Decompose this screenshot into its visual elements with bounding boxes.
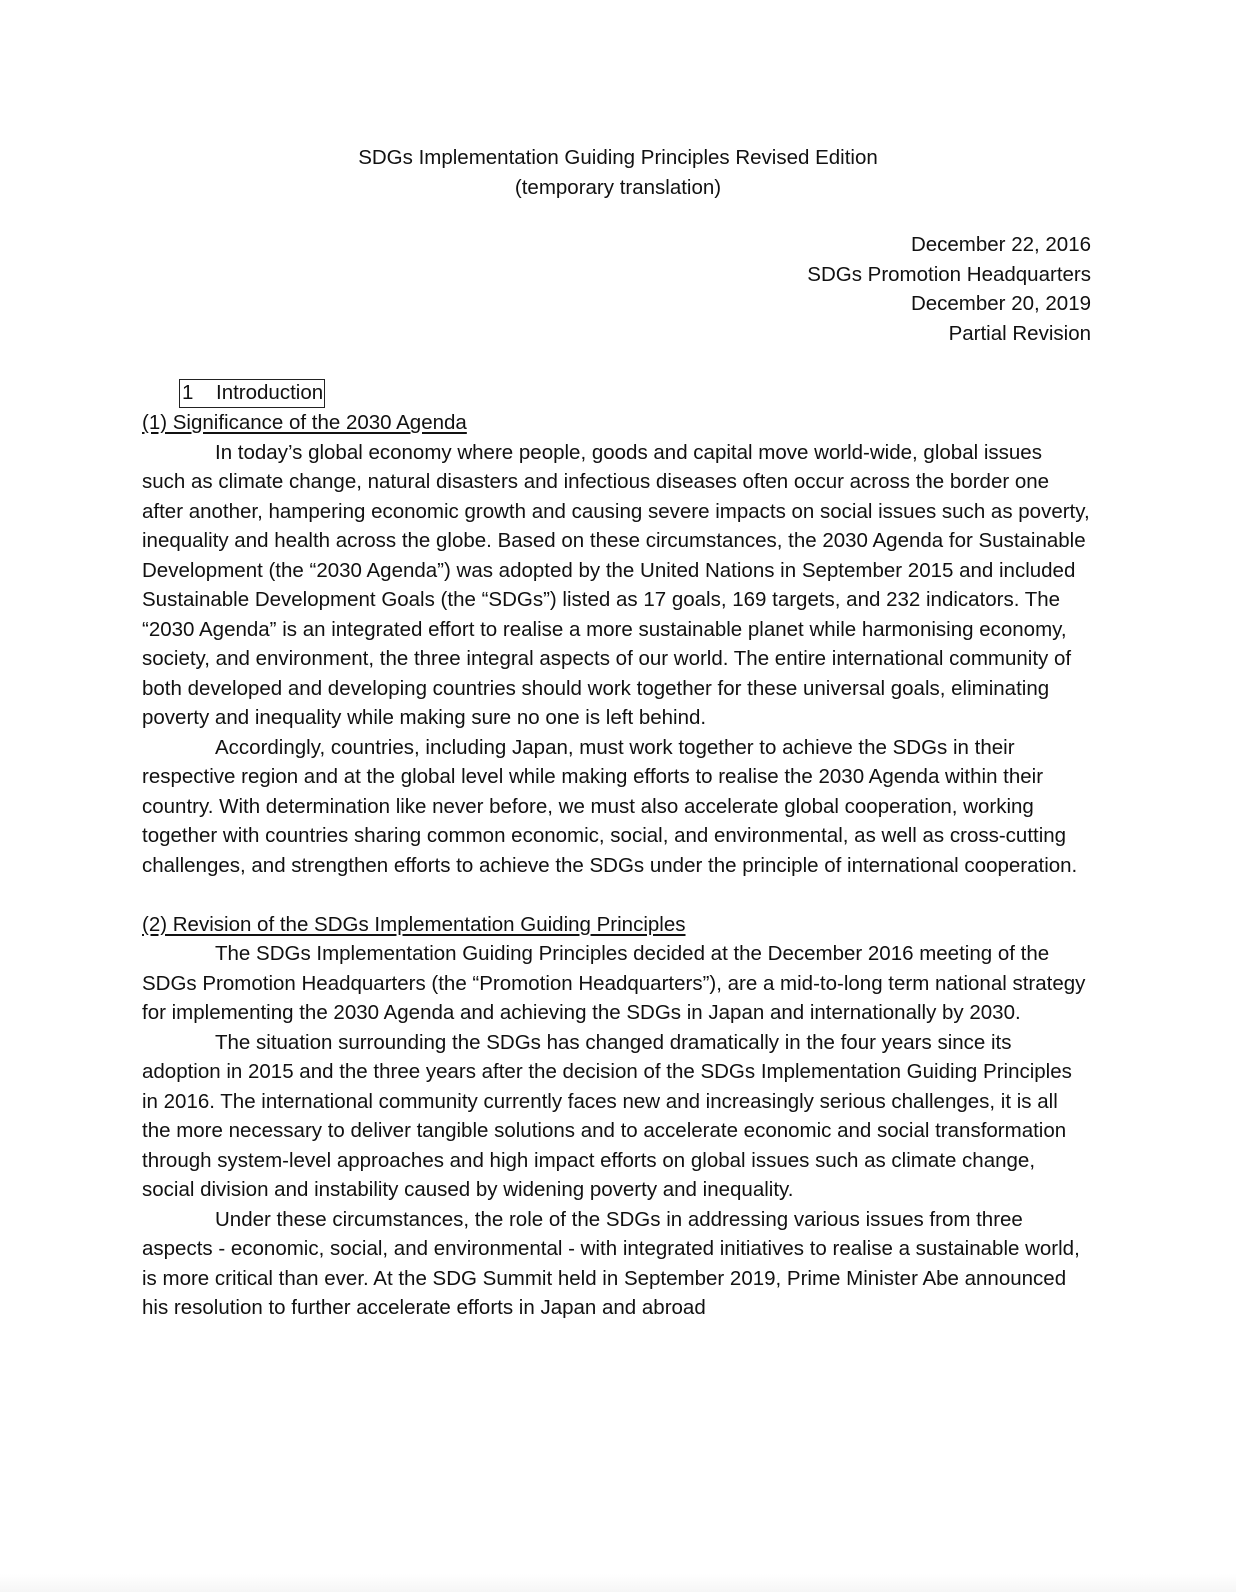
revision-date: December 20, 2019 (910, 292, 1091, 315)
paragraph: The SDGs Implementation Guiding Principles decided at the December 2016 meeting of the SDGs Promotion Headquarters (the “Promotion Headquarters”), are a mid-to-long term national strategy for implementing the 2030 Agenda and achieving the SDGs in Japan and internationally by 2030. (142, 942, 1086, 1024)
subsection-heading-2: (2) Revision of the SDGs Implementation Guiding Principles (142, 912, 686, 936)
section-number: 1 (182, 381, 194, 404)
paragraph: The situation surrounding the SDGs has changed dramatically in the four years since its adoption in 2015 and the three years after the decision of the SDGs Implementation Guiding Principles in 2016. The international community currently faces new and increasingly serious challenges, it is all the more necessary to deliver tangible solutions and to accelerate economic and social transformation through system-level approaches and high impact efforts on global issues such as climate change, social division and instability caused by widening poverty and inequality. (142, 1030, 1072, 1201)
issuer: SDGs Promotion Headquarters (807, 262, 1091, 286)
document-title: SDGs Implementation Guiding Principles Revised Edition (358, 146, 878, 169)
title-block (0, 143, 1236, 202)
page-edge (0, 1574, 1236, 1592)
document-body (142, 378, 1090, 1323)
section-title: Introduction (216, 381, 324, 404)
original-date: December 22, 2016 (910, 233, 1091, 256)
paragraph-gap (142, 880, 1090, 910)
paragraph: Under these circumstances, the role of the SDGs in addressing various issues from three aspects - economic, social, and environmental - with integrated initiatives to realise a sustainable world, is more critical than ever. At the SDG Summit held in September 2019, Prime Minister Abe announced his resolution to further accelerate efforts in Japan and abroad (142, 1207, 1080, 1319)
section-heading (179, 379, 325, 408)
revision-note: Partial Revision (948, 321, 1091, 345)
paragraph: In today’s global economy where people, goods and capital move world-wide, global issues such as climate change, natural disasters and infectious diseases often occur across the border one after another, hampering economic growth and causing severe impacts on social issues such as poverty, inequality and health across the globe. Based on these circumstances, the 2030 Agenda for Sustainable Development (the “2030 Agenda”) was adopted by the United Nations in September 2015 and included Sustainable Development Goals (the “SDGs”) listed as 17 goals, 169 targets, and 232 indicators. The “2030 Agenda” is an integrated effort to realise a more sustainable planet while harmonising economy, society, and environment, the three integral aspects of our world. The entire international community of both developed and developing countries should work together for these universal goals, eliminating poverty and inequality while making sure no one is left behind. (142, 440, 1090, 729)
paragraph: Accordingly, countries, including Japan, must work together to achieve the SDGs in their respective region and at the global level while making efforts to realise the 2030 Agenda within their country. With determination like never before, we must also accelerate global cooperation, working together with countries sharing common economic, social, and environmental, as well as cross-cutting challenges, and strengthen efforts to achieve the SDGs under the principle of international cooperation. (142, 735, 1078, 877)
document-subtitle: (temporary translation) (514, 175, 722, 199)
document-meta (807, 230, 1091, 348)
subsection-heading-1: (1) Significance of the 2030 Agenda (142, 411, 467, 434)
